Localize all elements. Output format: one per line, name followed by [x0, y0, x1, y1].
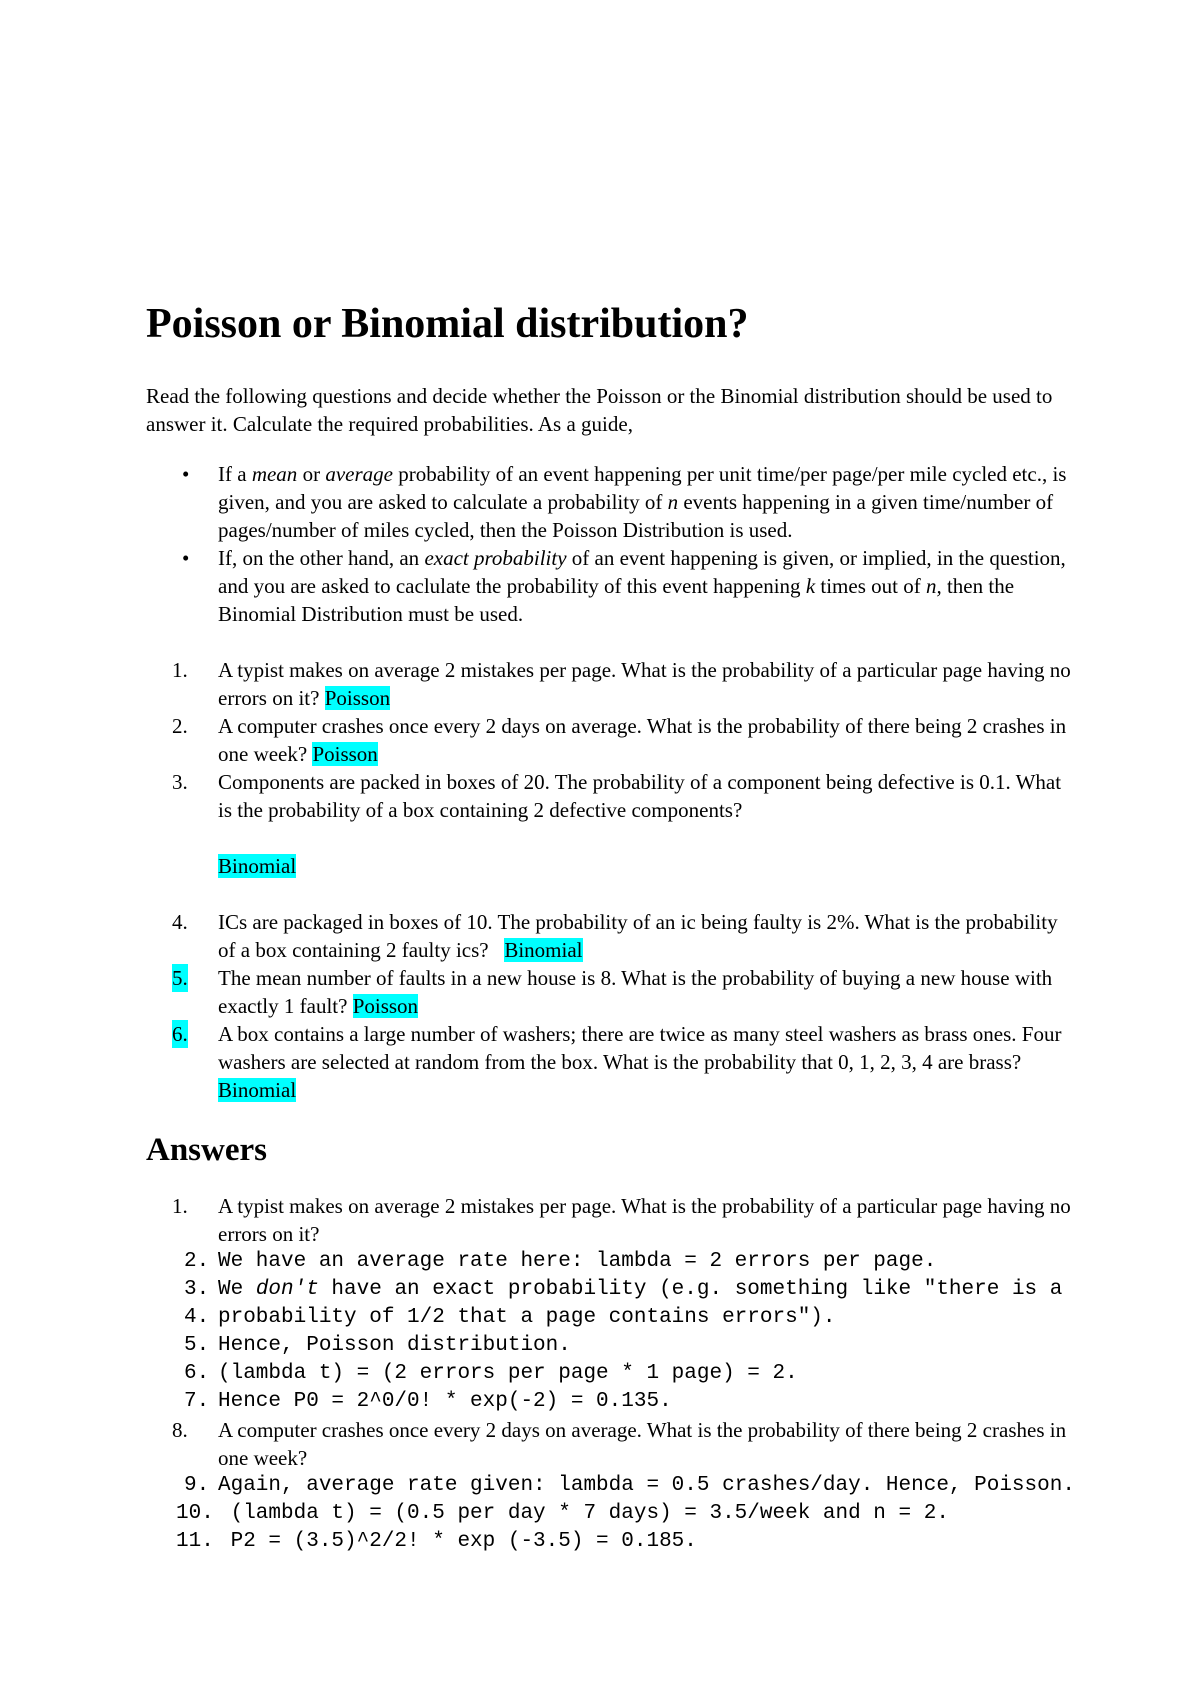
answer-item: 10. (lambda t) = (0.5 per day * 7 days) = 3.5/week and n = 2.	[176, 1502, 949, 1526]
answer-item: 1. A typist makes on average 2 mistakes per page. What is the probability of a particular page having no errors on it?	[172, 1194, 1071, 1247]
answer-highlight: Poisson	[324, 686, 391, 711]
question-list	[146, 656, 1076, 1104]
answers-heading: Answers	[146, 1132, 267, 1169]
answer-item: 3. We don't have an exact probability (e.g. something like "there is a	[184, 1278, 1063, 1302]
answer-item: 2. We have an average rate here: lambda = 2 errors per page.	[184, 1250, 937, 1274]
guide-item-poisson: • If a mean or average probability of an event happening per unit time/per page/per mile cycled etc., is given, and you are asked to calculate a probability of n events happening in a given time/number of pages/number of miles cycled, then the Poisson Distribution is used.	[182, 462, 1067, 543]
intro-paragraph: Read the following questions and decide whether the Poisson or the Binomial distribution should be used to answer it. Calculate the required probabilities. As a guide,	[146, 384, 1053, 437]
document-content	[146, 300, 1076, 1556]
question-item: 4. ICs are packaged in boxes of 10. The probability of an ic being faulty is 2%. What is the probability of a box containing 2 faulty ics? Binomial	[172, 910, 1063, 963]
answer-highlight: Binomial	[504, 938, 583, 963]
question-item: 5. The mean number of faults in a new house is 8. What is the probability of buying a new house with exactly 1 fault? Poisson	[172, 966, 1053, 1019]
bullet-icon: •	[182, 462, 190, 487]
answer-item: 9. Again, average rate given: lambda = 0.5 crashes/day. Hence, Poisson.	[184, 1474, 1075, 1498]
answer-highlight: Binomial	[218, 1078, 297, 1103]
answer-item: 4. probability of 1/2 that a page contains errors").	[184, 1306, 836, 1330]
answer-highlight: Poisson	[312, 742, 378, 767]
answer-highlight: Binomial	[218, 854, 297, 879]
question-item: 1. A typist makes on average 2 mistakes per page. What is the probability of a particular page having no errors on it? Poisson	[172, 658, 1071, 711]
answer-item: 11. P2 = (3.5)^2/2! * exp (-3.5) = 0.185.	[176, 1530, 697, 1554]
page-title: Poisson or Binomial distribution?	[146, 301, 749, 347]
answer-highlight: Poisson	[352, 994, 419, 1019]
bullet-icon: •	[182, 546, 190, 571]
question-item: 6. A box contains a large number of washers; there are twice as many steel washers as brass ones. Four washers are selected at random from the box. What is the probability that 0, 1, 2, 3, 4 are brass? Binomial	[172, 1022, 1062, 1103]
answer-item: 7. Hence P0 = 2^0/0! * exp(-2) = 0.135.	[184, 1390, 672, 1414]
answer-item: 8. A computer crashes once every 2 days on average. What is the probability of there being 2 crashes in one week?	[172, 1418, 1067, 1471]
question-item: 2. A computer crashes once every 2 days on average. What is the probability of there being 2 crashes in one week? Poisson	[172, 714, 1067, 767]
question-item: 3. Components are packed in boxes of 20. The probability of a component being defective is 0.1. What is the probability of a box containing 2 defective components? Binomial	[172, 770, 1062, 879]
answer-item: 5. Hence, Poisson distribution.	[184, 1334, 571, 1358]
guide-list	[146, 460, 1076, 628]
guide-item-binomial: • If, on the other hand, an exact probability of an event happening is given, or implied, in the question, and you are asked to caclulate the probability of this event happening k times out of n, then the Binomial Distribution must be used.	[182, 546, 1066, 627]
answer-item: 6. (lambda t) = (2 errors per page * 1 page) = 2.	[184, 1362, 798, 1386]
answer-list	[146, 1192, 1076, 1556]
